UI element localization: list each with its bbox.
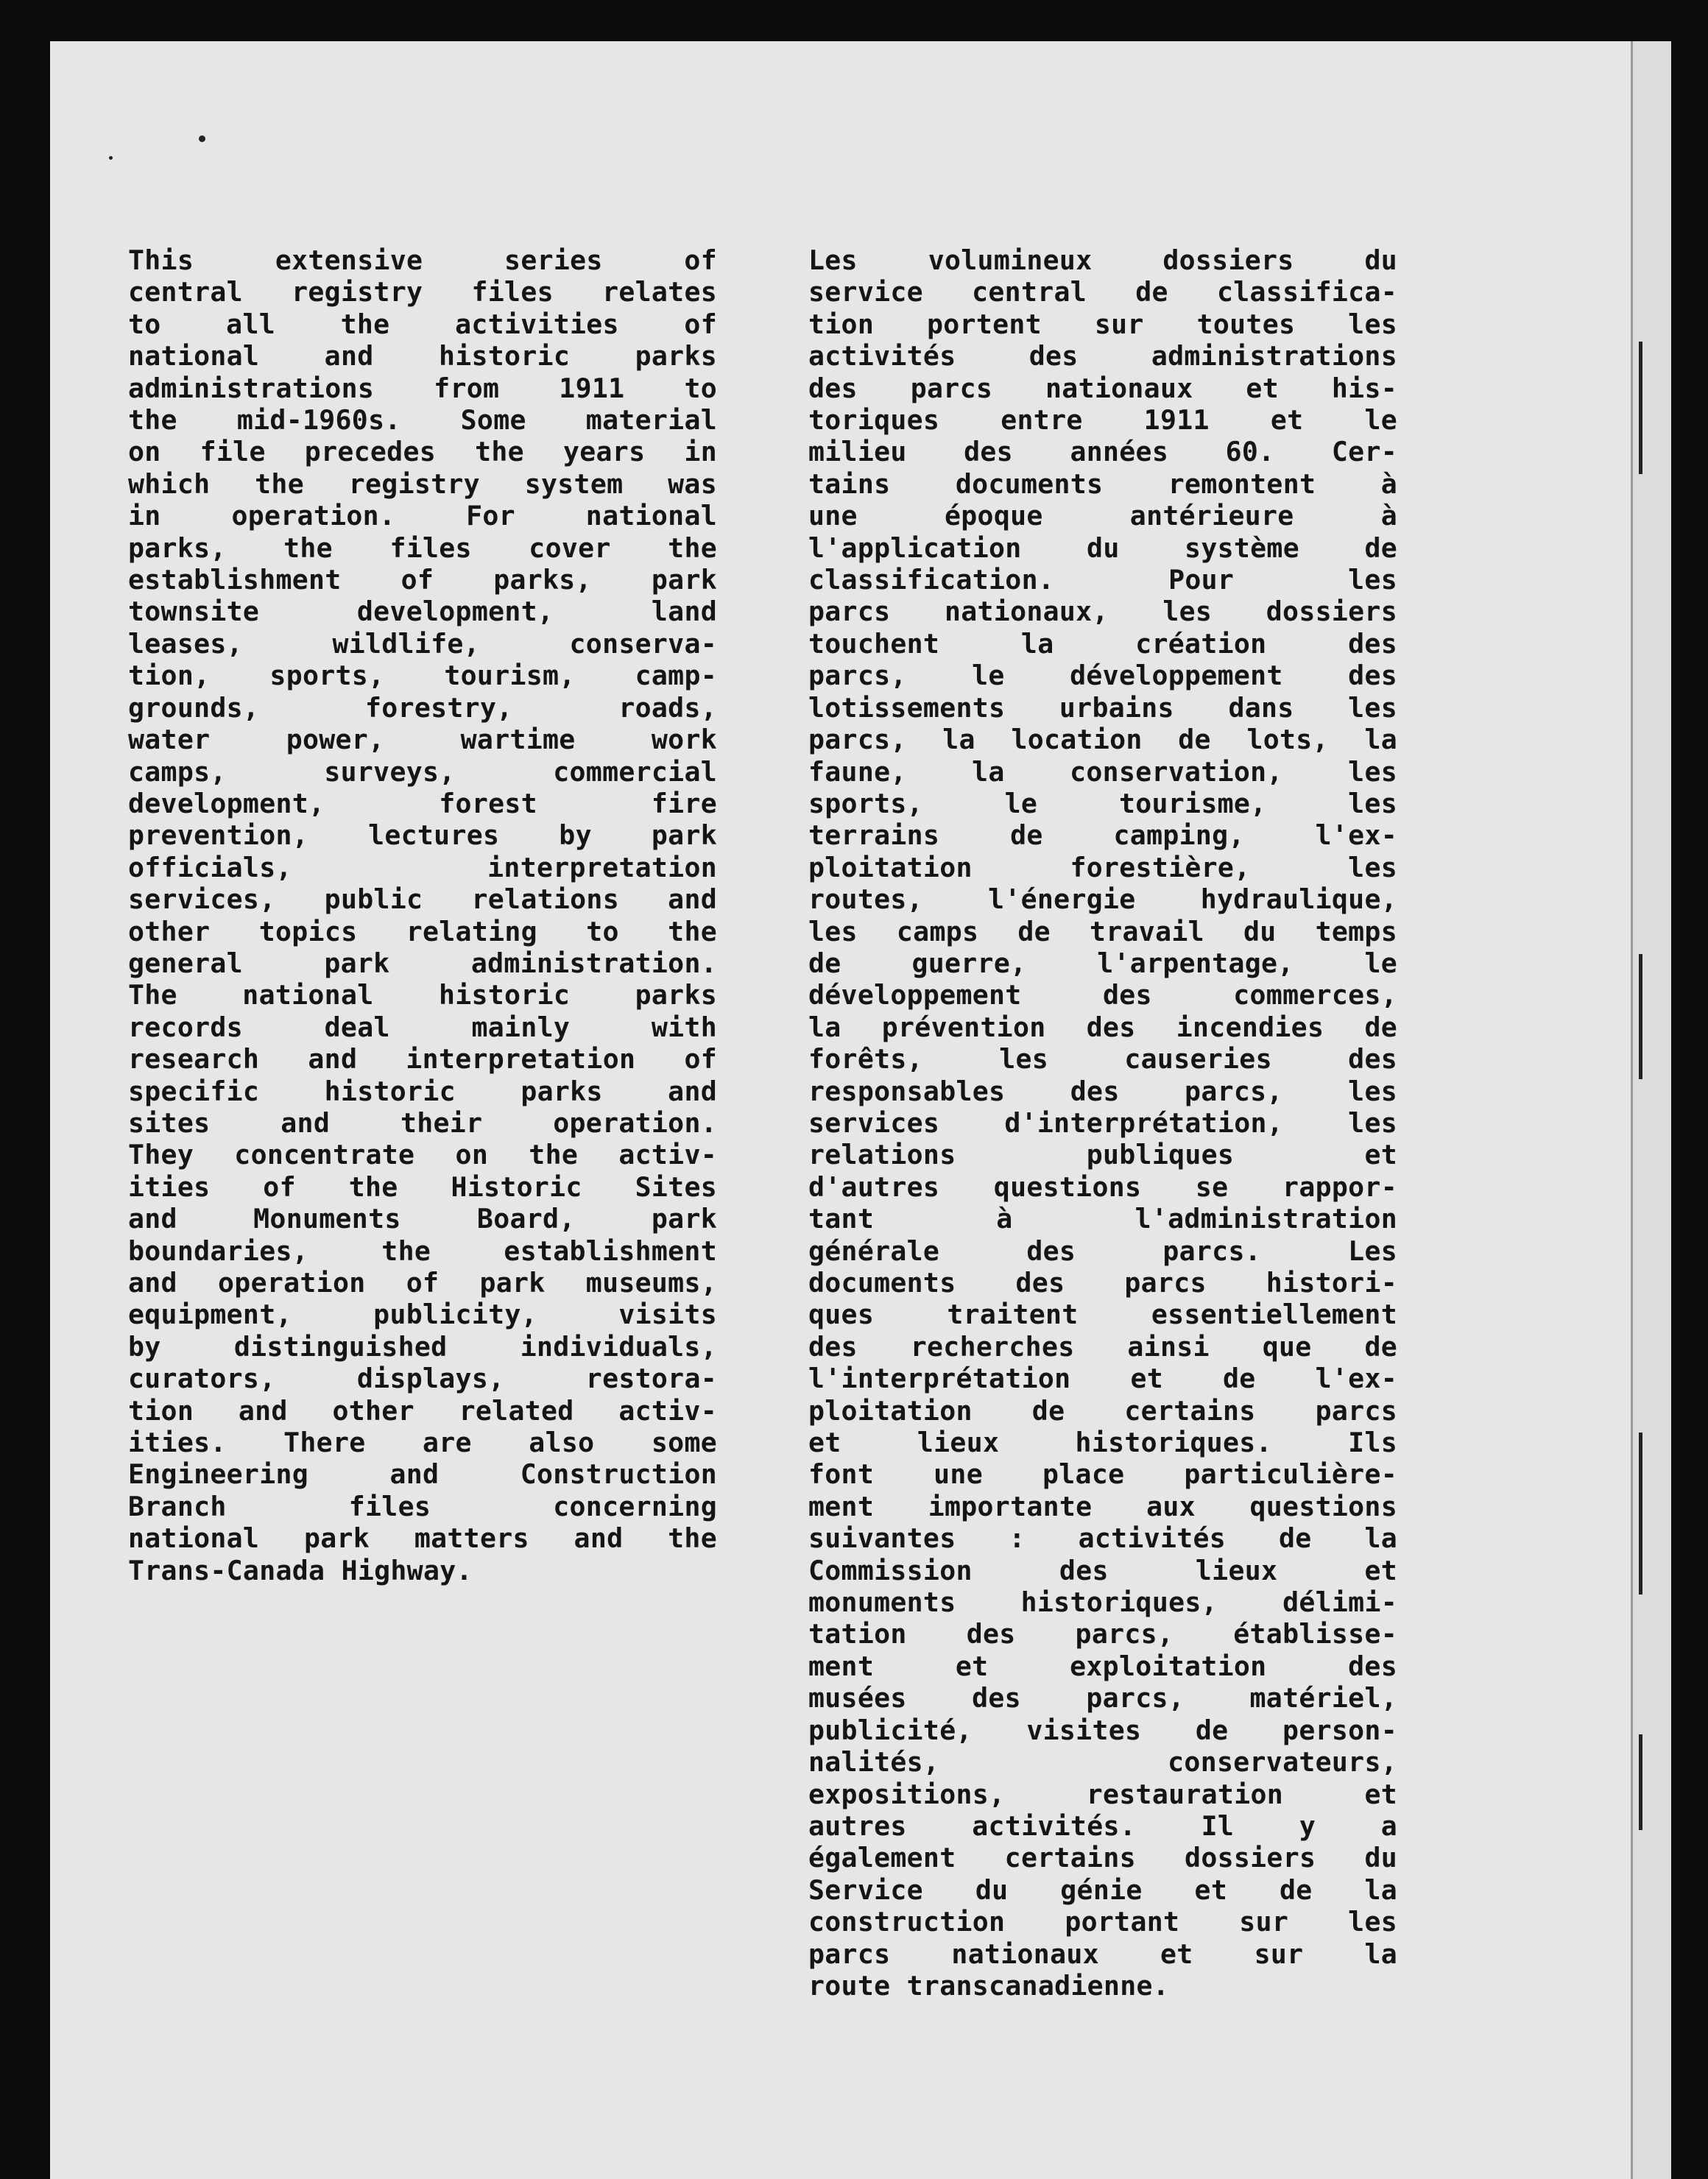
french-text-line: service central de classifica- <box>808 276 1397 308</box>
french-text-line: tion portent sur toutes les <box>808 308 1397 340</box>
french-text-line: parcs nationaux, les dossiers <box>808 596 1397 628</box>
english-text-line: specific historic parks and <box>128 1075 717 1107</box>
english-text-line: ities of the Historic Sites <box>128 1170 717 1203</box>
french-text-line: la prévention des incendies de <box>808 1011 1397 1043</box>
english-text-line: on file precedes the years in <box>128 436 717 468</box>
french-text-line: l'interprétation et de l'ex- <box>808 1363 1397 1395</box>
english-text-line: This extensive series of <box>128 244 717 276</box>
english-text-line: camps, surveys, commercial <box>128 755 717 788</box>
french-text-line: monuments historiques, délimi- <box>808 1586 1397 1619</box>
french-text-line: ploitation forestière, les <box>808 851 1397 883</box>
french-text-line: ques traitent essentiellement <box>808 1299 1397 1331</box>
french-text-line: autres activités. Il y a <box>808 1809 1397 1842</box>
english-text-line: officials, interpretation <box>128 851 717 883</box>
english-text-line: sites and their operation. <box>128 1106 717 1139</box>
french-text-line: font une place particulière- <box>808 1458 1397 1491</box>
english-text-line: leases, wildlife, conserva- <box>128 627 717 660</box>
french-text-line: construction portant sur les <box>808 1906 1397 1938</box>
edge-mark <box>1639 342 1642 474</box>
english-text-line: tion and other related activ- <box>128 1394 717 1427</box>
english-text-line: townsite development, land <box>128 596 717 628</box>
french-text-line: une époque antérieure à <box>808 500 1397 532</box>
french-text-line: développement des commerces, <box>808 979 1397 1011</box>
french-text-line: routes, l'énergie hydraulique, <box>808 883 1397 916</box>
french-text-line: générale des parcs. Les <box>808 1235 1397 1267</box>
french-text-line: touchent la création des <box>808 627 1397 660</box>
english-text-line: grounds, forestry, roads, <box>128 691 717 724</box>
english-text-line: parks, the files cover the <box>128 531 717 564</box>
french-text-line: d'autres questions se rappor- <box>808 1170 1397 1203</box>
french-text-line: ploitation de certains parcs <box>808 1394 1397 1427</box>
english-text-line: water power, wartime work <box>128 724 717 756</box>
french-text-line: nalités, conservateurs, <box>808 1746 1397 1779</box>
english-text-line: equipment, publicity, visits <box>128 1299 717 1331</box>
french-text-line: musées des parcs, matériel, <box>808 1682 1397 1714</box>
english-text-line: records deal mainly with <box>128 1011 717 1043</box>
english-text-line: tion, sports, tourism, camp- <box>128 660 717 692</box>
french-text-line: lotissements urbains dans les <box>808 691 1397 724</box>
french-text-line: tant à l'administration <box>808 1203 1397 1235</box>
english-text-line: administrations from 1911 to <box>128 372 717 404</box>
english-text-line: Branch files concerning <box>128 1490 717 1522</box>
edge-mark <box>1639 1734 1642 1830</box>
french-text-line: et lieux historiques. Ils <box>808 1427 1397 1459</box>
edge-mark <box>1639 954 1642 1079</box>
french-text-line: parcs, le développement des <box>808 660 1397 692</box>
english-text-line: to all the activities of <box>128 308 717 340</box>
french-text-line: les camps de travail du temps <box>808 915 1397 947</box>
english-text-line: and Monuments Board, park <box>128 1203 717 1235</box>
french-text-line: documents des parcs histori- <box>808 1267 1397 1299</box>
page-edge <box>1631 41 1671 2179</box>
french-text-line: publicité, visites de person- <box>808 1714 1397 1746</box>
french-text-line: forêts, les causeries des <box>808 1043 1397 1076</box>
french-text-line: ment et exploitation des <box>808 1650 1397 1682</box>
french-text-line: route transcanadienne. <box>808 1969 1170 2002</box>
english-text-line: The national historic parks <box>128 979 717 1011</box>
english-text-line: national park matters and the <box>128 1522 717 1555</box>
english-text-line: national and historic parks <box>128 340 717 372</box>
english-text-line: establishment of parks, park <box>128 564 717 596</box>
french-text-line: services d'interprétation, les <box>808 1106 1397 1139</box>
french-text-line: terrains de camping, l'ex- <box>808 819 1397 852</box>
french-text-line: expositions, restauration et <box>808 1778 1397 1810</box>
english-text-line: ities. There are also some <box>128 1427 717 1459</box>
english-text-line: which the registry system was <box>128 467 717 500</box>
english-text-line: boundaries, the establishment <box>128 1235 717 1267</box>
french-text-line: ment importante aux questions <box>808 1490 1397 1522</box>
french-text-line: l'application du système de <box>808 531 1397 564</box>
french-text-line: de guerre, l'arpentage, le <box>808 947 1397 979</box>
edge-mark <box>1639 1433 1642 1594</box>
french-text-line: faune, la conservation, les <box>808 755 1397 788</box>
french-text-line: tains documents remontent à <box>808 467 1397 500</box>
french-text-line: également certains dossiers du <box>808 1842 1397 1874</box>
french-text-line: tation des parcs, établisse- <box>808 1618 1397 1650</box>
french-text-line: suivantes : activités de la <box>808 1522 1397 1555</box>
english-text-line: by distinguished individuals, <box>128 1330 717 1363</box>
english-text-line: the mid-1960s. Some material <box>128 404 717 437</box>
english-text-line: They concentrate on the activ- <box>128 1139 717 1171</box>
french-text-line: classification. Pour les <box>808 564 1397 596</box>
english-text-line: development, forest fire <box>128 787 717 819</box>
french-text-line: des parcs nationaux et his- <box>808 372 1397 404</box>
french-text-line: parcs, la location de lots, la <box>808 724 1397 756</box>
french-text-line: des recherches ainsi que de <box>808 1330 1397 1363</box>
french-text-line: Commission des lieux et <box>808 1554 1397 1586</box>
french-text-line: activités des administrations <box>808 340 1397 372</box>
french-text-line: relations publiques et <box>808 1139 1397 1171</box>
french-text-line: responsables des parcs, les <box>808 1075 1397 1107</box>
english-text-line: prevention, lectures by park <box>128 819 717 852</box>
french-text-line: Les volumineux dossiers du <box>808 244 1397 276</box>
english-text-line: in operation. For national <box>128 500 717 532</box>
scan-speck <box>199 135 205 142</box>
english-text-line: research and interpretation of <box>128 1043 717 1076</box>
english-text-line: and operation of park museums, <box>128 1267 717 1299</box>
english-text-line: central registry files relates <box>128 276 717 308</box>
english-text-line: Engineering and Construction <box>128 1458 717 1491</box>
french-text-line: Service du génie et de la <box>808 1873 1397 1906</box>
english-text-line: other topics relating to the <box>128 915 717 947</box>
french-text-line: sports, le tourisme, les <box>808 787 1397 819</box>
french-text-line: toriques entre 1911 et le <box>808 404 1397 437</box>
english-text-line: general park administration. <box>128 947 717 979</box>
french-text-line: parcs nationaux et sur la <box>808 1938 1397 1970</box>
french-column <box>808 244 1397 2002</box>
english-text-line: curators, displays, restora- <box>128 1363 717 1395</box>
french-text-line: milieu des années 60. Cer- <box>808 436 1397 468</box>
english-text-line: Trans-Canada Highway. <box>128 1554 473 1586</box>
english-text-line: services, public relations and <box>128 883 717 916</box>
scan-speck <box>109 156 113 160</box>
english-column <box>128 244 717 1586</box>
